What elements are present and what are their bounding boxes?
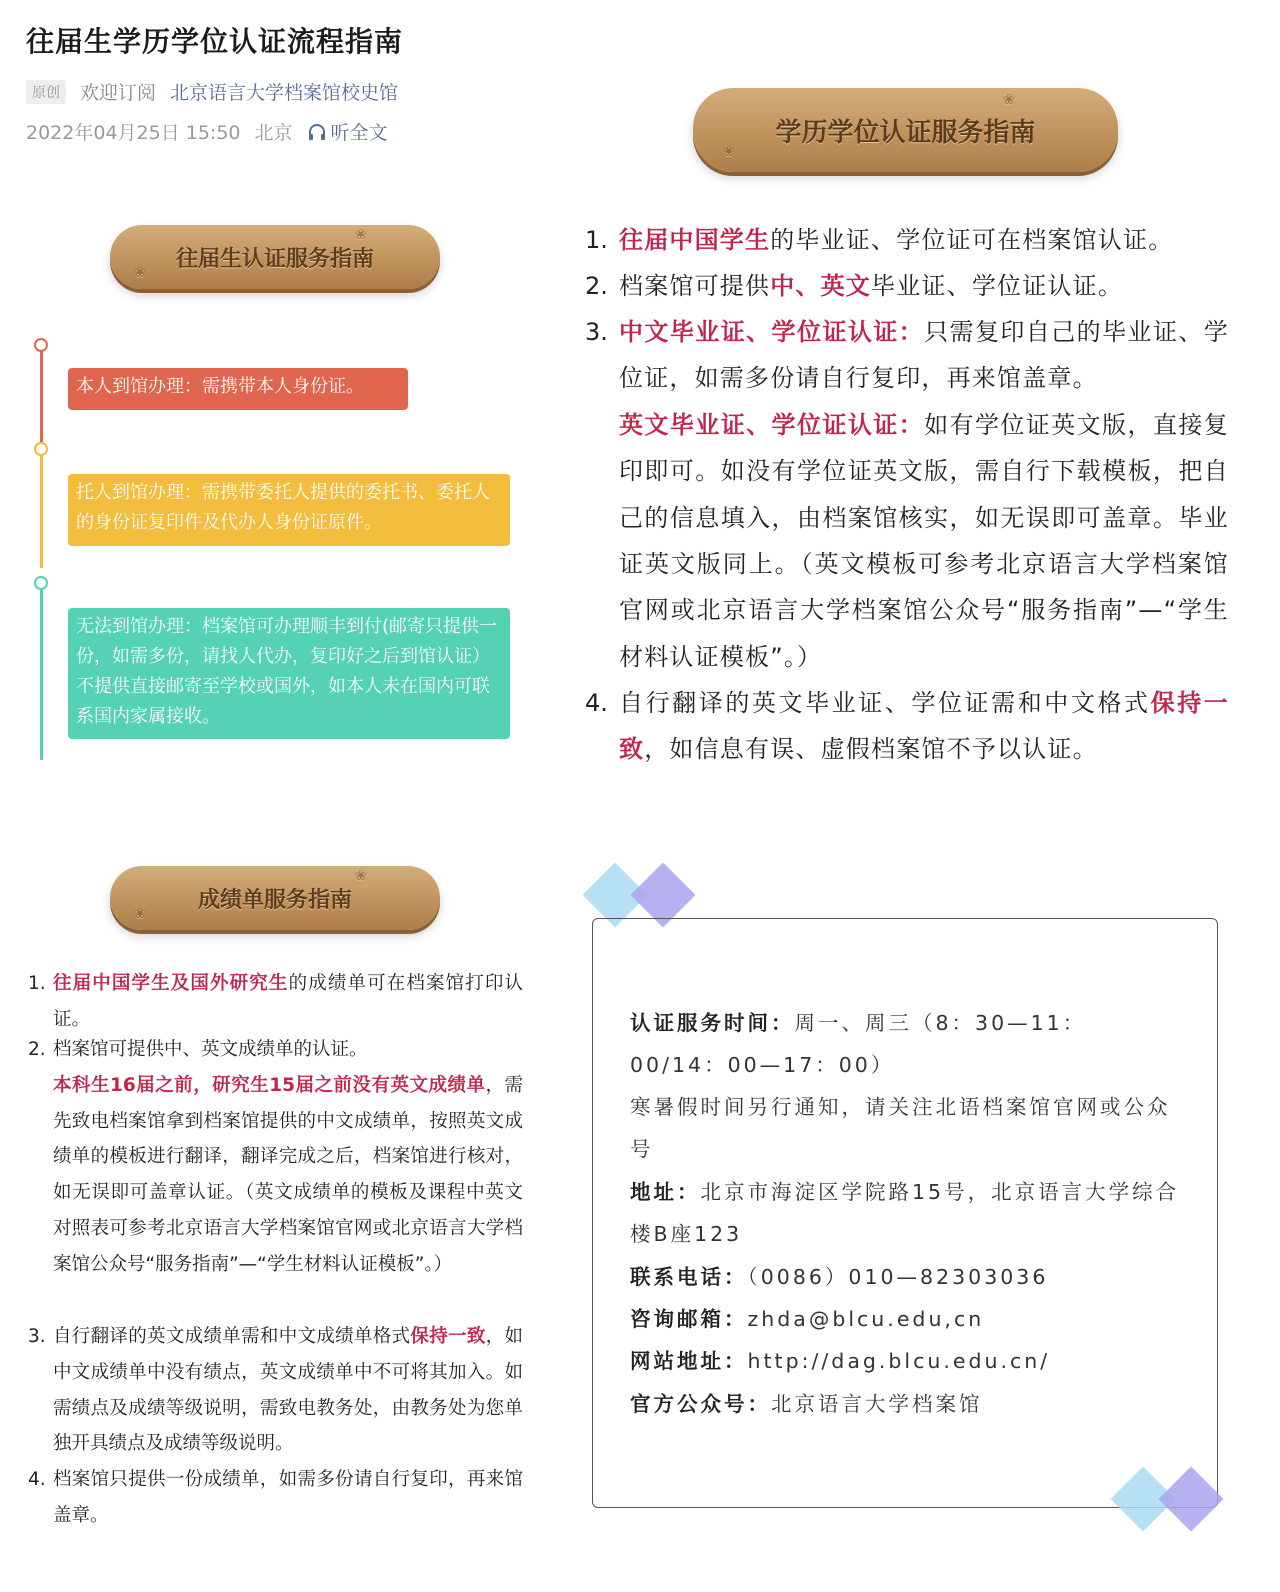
list-number: 1. — [585, 226, 608, 254]
item-text: 的成绩单可在档案馆打印认证。 — [53, 973, 523, 1030]
wechat-label: 官方公众号： — [630, 1392, 771, 1416]
item-text: 自行翻译的英文成绩单需和中文成绩单格式 — [53, 1326, 411, 1347]
subscribe-text: 欢迎订阅 — [80, 82, 157, 104]
timeline-segment-red — [40, 346, 43, 442]
banner-alumni-service — [110, 225, 440, 289]
list-item — [619, 217, 1229, 263]
website — [630, 1340, 1180, 1382]
list-item: 档案馆只提供一份成绩单，如需多份请自行复印，再来馆盖章。 — [53, 1469, 523, 1526]
list-item — [53, 1032, 523, 1283]
account-link[interactable]: 北京语言大学档案馆校史馆 — [170, 82, 399, 104]
address-value: 北京市海淀区学院路15号，北京语言大学综合楼B座123 — [630, 1180, 1180, 1246]
service-hours — [630, 1002, 1180, 1086]
publish-datetime: 2022年04月25日 15:50 — [26, 122, 241, 144]
highlight-text: 往届中国学生 — [619, 226, 771, 254]
list-number: 4. — [28, 1469, 46, 1490]
option-by-proxy: 托人到馆办理：需携带委托人提供的委托书、委托人的身份证复印件及代办人身份证原件。 — [68, 474, 510, 546]
highlight-text: 保持一致 — [619, 689, 1230, 764]
address — [630, 1171, 1180, 1255]
highlight-text: 中文毕业证、学位证认证： — [619, 318, 925, 346]
swirl-icon: ❀ — [1003, 92, 1015, 108]
email-value: zhda@blcu.edu,cn — [747, 1307, 985, 1331]
list-item — [619, 680, 1229, 773]
address-label: 地址： — [630, 1180, 701, 1204]
banner-alumni-service-label: 往届生认证服务指南 — [175, 246, 374, 272]
item-text: 档案馆可提供中、英文成绩单的认证。 — [53, 1039, 368, 1060]
item-text: ，如信息有误、虚假档案馆不予以认证。 — [644, 735, 1098, 764]
list-item — [619, 309, 1229, 680]
timeline-segment-yellow — [40, 450, 43, 568]
timeline-dot-yellow — [34, 442, 48, 456]
option-in-person: 本人到馆办理：需携带本人身份证。 — [68, 368, 408, 410]
service-hours-value: 周一、周三（8：30—11：00/14：00—17：00） — [630, 1011, 1087, 1077]
website-label: 网站地址： — [630, 1349, 748, 1373]
phone-value: （0086）010—82303036 — [747, 1265, 1049, 1289]
item-text: 只需复印自己的毕业证、学位证，如需多份请自行复印，再来馆盖章。 — [619, 318, 1229, 393]
timeline-dot-teal — [34, 576, 48, 590]
publish-location: 北京 — [254, 122, 293, 144]
swirl-icon: ❀ — [134, 265, 146, 281]
headphone-icon — [307, 122, 327, 142]
item-text: 自行翻译的英文毕业证、学位证需和中文格式 — [619, 689, 1151, 717]
list-number: 3. — [585, 318, 608, 346]
list-number: 3. — [28, 1326, 46, 1347]
banner-degree-service — [693, 88, 1118, 172]
list-number: 4. — [585, 689, 608, 717]
banner-transcript-service-label: 成绩单服务指南 — [197, 887, 352, 913]
phone — [630, 1256, 1180, 1298]
timeline-segment-teal — [40, 584, 43, 760]
swirl-icon: ❀ — [355, 868, 367, 884]
wechat-account — [630, 1383, 1180, 1425]
wechat-value: 北京语言大学档案馆 — [771, 1392, 983, 1416]
list-item — [619, 263, 1229, 309]
item-text: 毕业证、学位证认证。 — [871, 272, 1124, 300]
highlight-text: 往届中国学生及国外研究生 — [53, 973, 289, 994]
swirl-icon: ❀ — [355, 227, 367, 243]
timeline-dot-red — [34, 338, 48, 352]
listen-button[interactable] — [307, 118, 388, 145]
swirl-icon: ❀ — [134, 906, 146, 922]
list-item — [53, 1319, 523, 1462]
banner-degree-service-label: 学历学位认证服务指南 — [775, 117, 1036, 148]
highlight-text: 本科生16届之前，研究生15届之前没有英文成绩单 — [53, 1074, 486, 1096]
list-number: 1. — [28, 973, 46, 994]
item-text: ，如中文成绩单中没有绩点，英文成绩单中不可将其加入。如需绩点及成绩等级说明，需致电教务处，由教务处为您单独开具绩点及成绩等级说明。 — [53, 1326, 523, 1455]
service-hours-label: 认证服务时间： — [630, 1011, 795, 1035]
swirl-icon: ❀ — [723, 144, 735, 160]
email-label: 咨询邮箱： — [630, 1307, 748, 1331]
email — [630, 1298, 1180, 1340]
option-by-mail: 无法到馆办理：档案馆可办理顺丰到付(邮寄只提供一份，如需多份，请找人代办，复印好之后到馆认证）不提供直接邮寄至学校或国外，如本人未在国内可联系国内家属接收。 — [68, 608, 510, 739]
highlight-text: 保持一致 — [410, 1326, 486, 1347]
website-value: http://dag.blcu.edu.cn/ — [747, 1349, 1051, 1373]
vacation-notice: 寒暑假时间另行通知，请关注北语档案馆官网或公众号 — [630, 1095, 1171, 1161]
highlight-text: 中、英文 — [770, 272, 872, 300]
item-text: 的毕业证、学位证可在档案馆认证。 — [770, 226, 1174, 254]
listen-label: 听全文 — [330, 122, 388, 144]
list-number: 2. — [585, 272, 608, 300]
article-date-row — [26, 118, 388, 145]
item-text: 档案馆可提供 — [619, 272, 771, 300]
phone-label: 联系电话： — [630, 1265, 748, 1289]
banner-transcript-service — [110, 866, 440, 930]
list-item — [53, 966, 523, 1038]
list-number: 2. — [28, 1039, 46, 1060]
page-title: 往届生学历学位认证流程指南 — [26, 25, 404, 58]
original-tag: 原创 — [26, 80, 66, 104]
article-meta — [26, 78, 398, 105]
item-text: ，需先致电档案馆拿到档案馆提供的中文成绩单，按照英文成绩单的模板进行翻译，翻译完成之后，档案馆进行核对，如无误即可盖章认证。（英文成绩单的模板及课程中英文对照表可参考北京语言大学档案馆官网或北京语言大学档案馆公众号“服务指南”—“学生材料认证模板”。） — [53, 1074, 523, 1275]
item-text: 如有学位证英文版，直接复印即可。如没有学位证英文版，需自行下载模板，把自己的信息填入，由档案馆核实，如无误即可盖章。毕业证英文版同上。（英文模板可参考北京语言大学档案馆官网或北京语言大学档案馆公众号“服务指南”—“学生材料认证模板”。） — [619, 410, 1229, 671]
highlight-text: 英文毕业证、学位证认证： — [619, 410, 925, 439]
